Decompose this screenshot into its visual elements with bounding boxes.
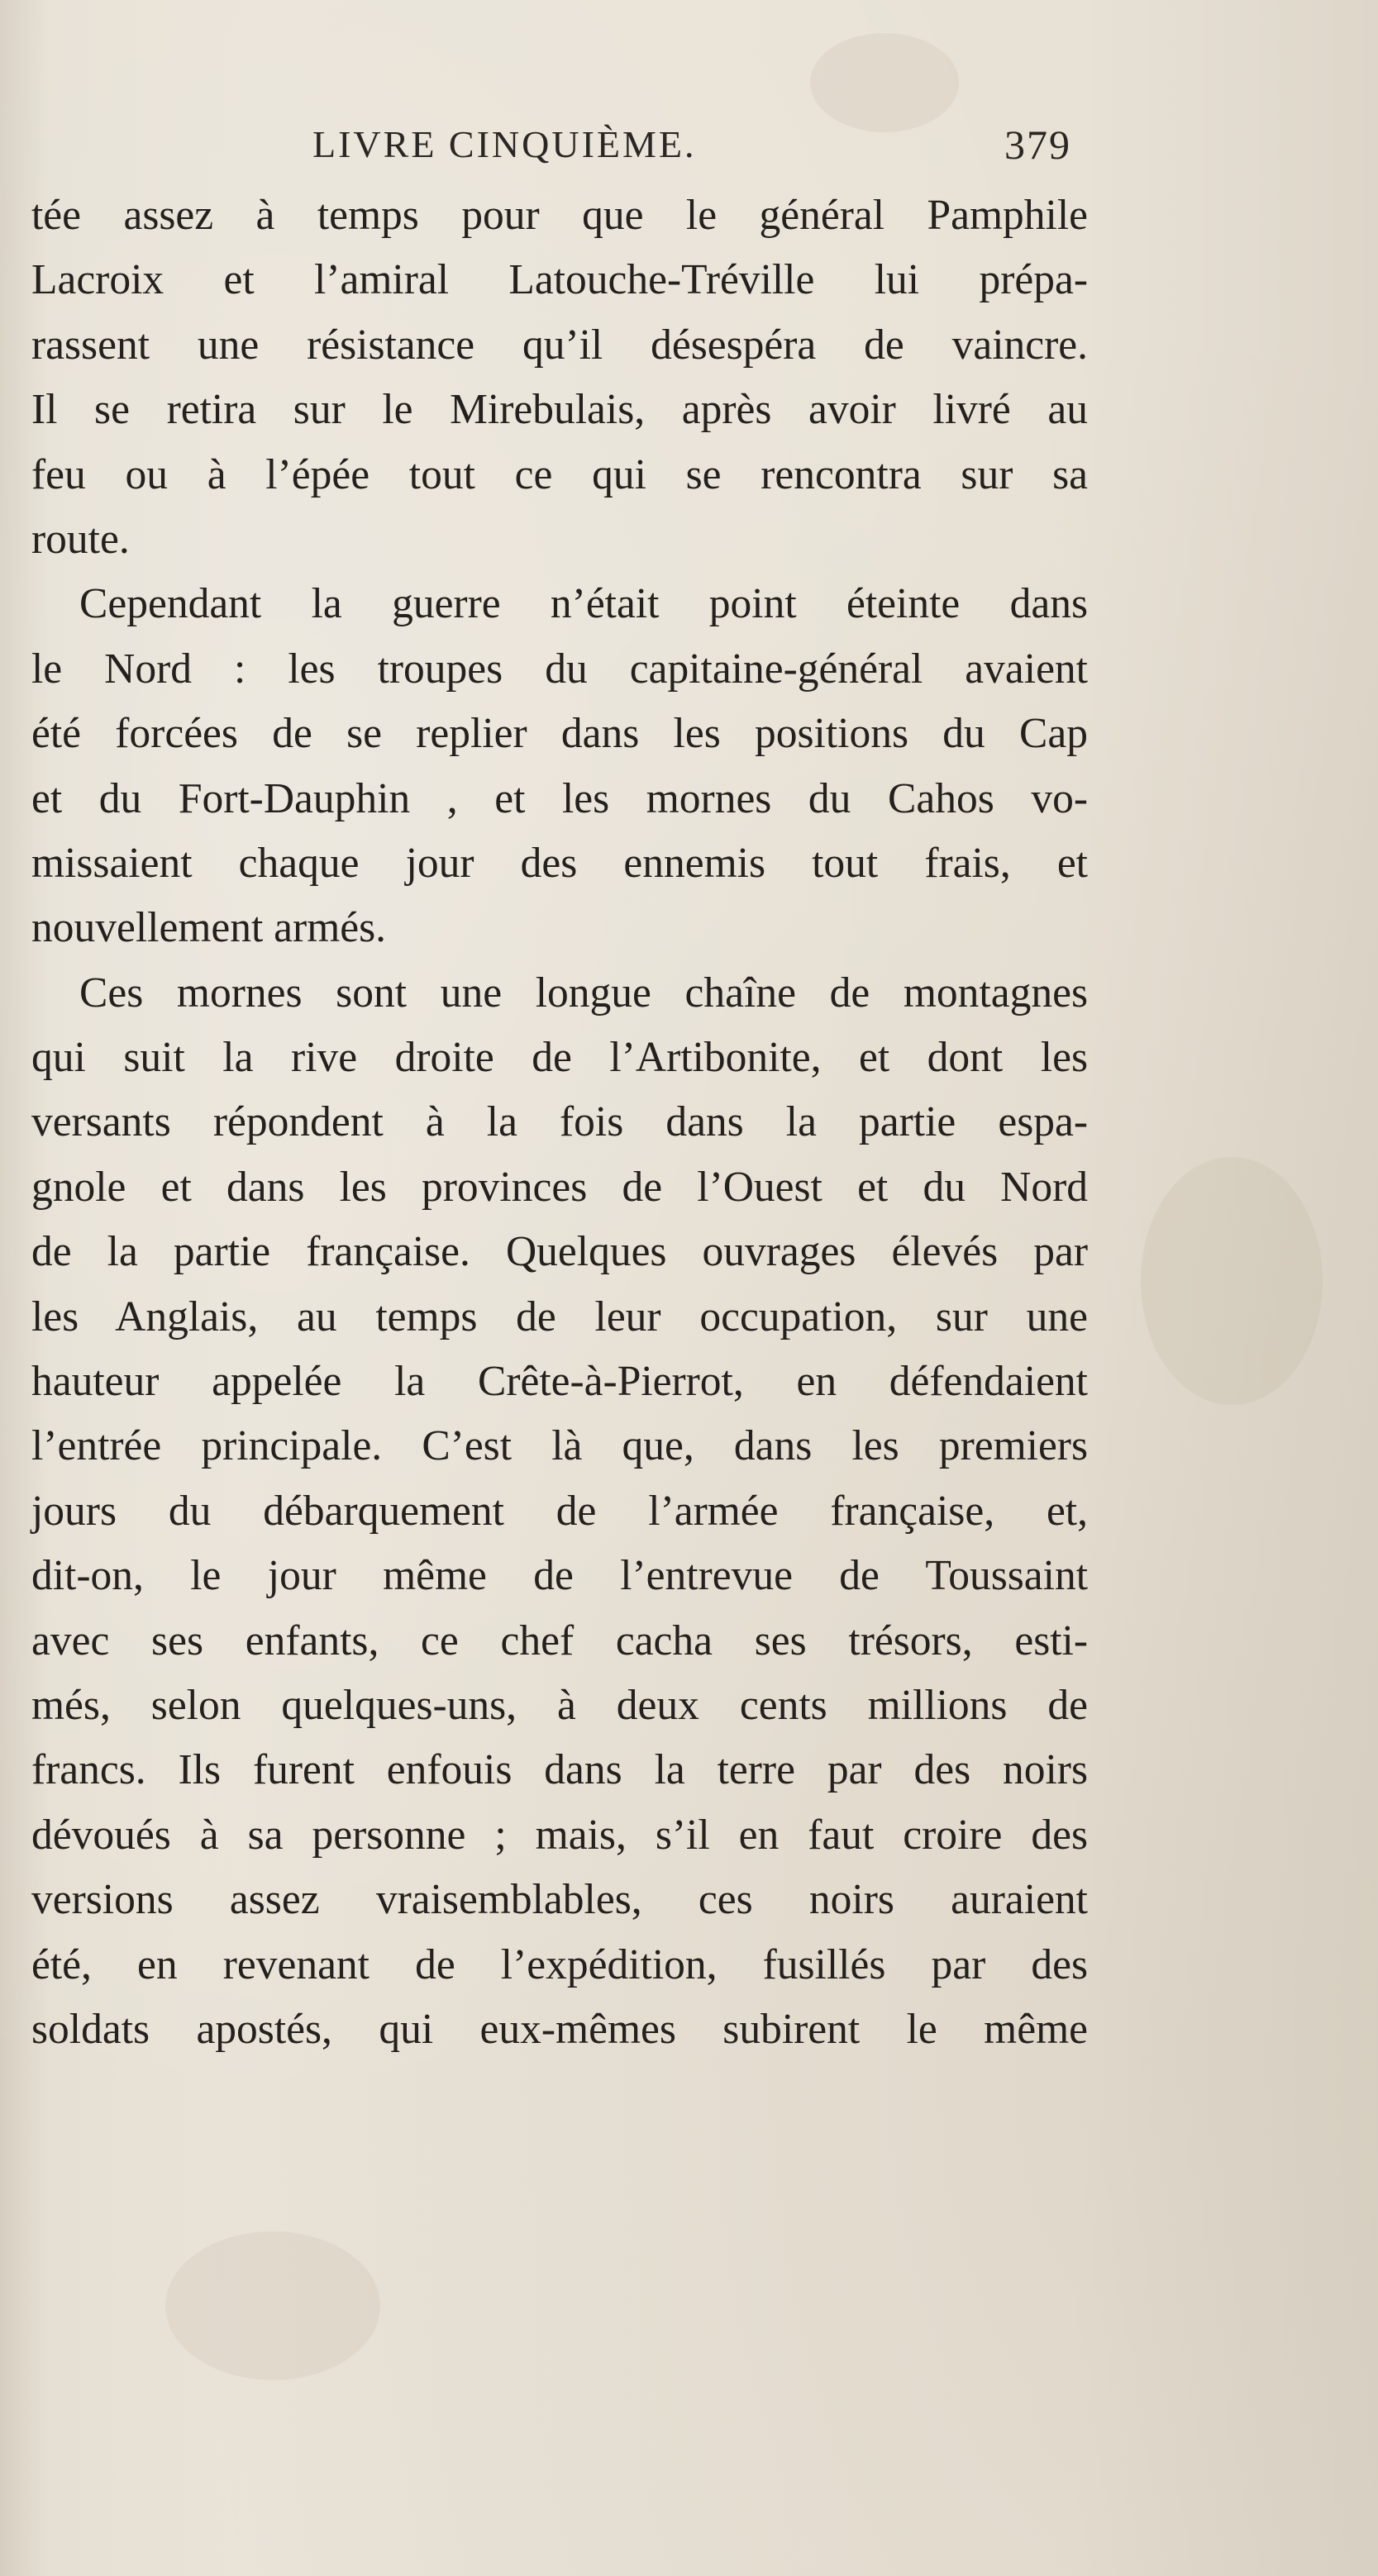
text-line: versants répondent à la fois dans la partie espa- <box>31 1098 1088 1146</box>
body-text <box>31 183 1088 2062</box>
text-line: soldats apostés, qui eux-mêmes subirent le même <box>31 2005 1088 2053</box>
text-line: nouvellement armés. <box>31 904 387 952</box>
paper-stain <box>1141 1157 1323 1405</box>
page-header <box>0 116 1378 174</box>
text-line: les Anglais, au temps de leur occupation, sur une <box>31 1293 1088 1340</box>
text-line: été forcées de se replier dans les positions du Cap <box>31 710 1088 758</box>
paragraph <box>31 572 1088 960</box>
text-line: avec ses enfants, ce chef cacha ses trésors, esti- <box>31 1617 1088 1664</box>
text-line: dévoués à sa personne ; mais, s’il en faut croire des <box>31 1811 1088 1859</box>
text-line: Cependant la guerre n’était point éteinte dans <box>79 580 1088 628</box>
text-line: gnole et dans les provinces de l’Ouest et du Nord <box>31 1163 1088 1211</box>
text-line: et du Fort-Dauphin , et les mornes du Cahos vo- <box>31 774 1088 822</box>
text-line: tée assez à temps pour que le général Pamphile <box>31 192 1088 239</box>
paragraph <box>31 183 1088 572</box>
text-line: hauteur appelée la Crête-à-Pierrot, en défendaient <box>31 1358 1088 1406</box>
text-line: le Nord : les troupes du capitaine-général avaient <box>31 645 1088 693</box>
text-line: Lacroix et l’amiral Latouche-Tréville lui prépa- <box>31 256 1088 304</box>
text-line: l’entrée principale. C’est là que, dans les premiers <box>31 1422 1088 1470</box>
text-line: versions assez vraisemblables, ces noirs auraient <box>31 1876 1088 1924</box>
text-line: feu ou à l’épée tout ce qui se rencontra sur sa <box>31 450 1088 498</box>
text-line: été, en revenant de l’expédition, fusillés par des <box>31 1940 1088 1988</box>
paragraph <box>31 961 1088 2063</box>
text-line: dit-on, le jour même de l’entrevue de Toussaint <box>31 1552 1088 1600</box>
text-line: Il se retira sur le Mirebulais, après avoir livré au <box>31 386 1088 434</box>
text-line: de la partie française. Quelques ouvrages élevés par <box>31 1228 1088 1276</box>
text-line: route. <box>31 515 130 563</box>
page-number: 379 <box>1004 121 1071 168</box>
text-line: més, selon quelques-uns, à deux cents millions de <box>31 1681 1088 1729</box>
text-line: francs. Ils furent enfouis dans la terre par des noirs <box>31 1746 1088 1794</box>
text-line: qui suit la rive droite de l’Artibonite, et dont les <box>31 1034 1088 1082</box>
paper-stain <box>165 2231 380 2380</box>
running-title: LIVRE CINQUIÈME. <box>312 123 697 165</box>
text-line: rassent une résistance qu’il désespéra de vaincre. <box>31 321 1088 369</box>
text-line: Ces mornes sont une longue chaîne de montagnes <box>79 969 1088 1017</box>
text-line: missaient chaque jour des ennemis tout frais, et <box>31 839 1088 887</box>
text-line: jours du débarquement de l’armée française, et, <box>31 1487 1088 1535</box>
